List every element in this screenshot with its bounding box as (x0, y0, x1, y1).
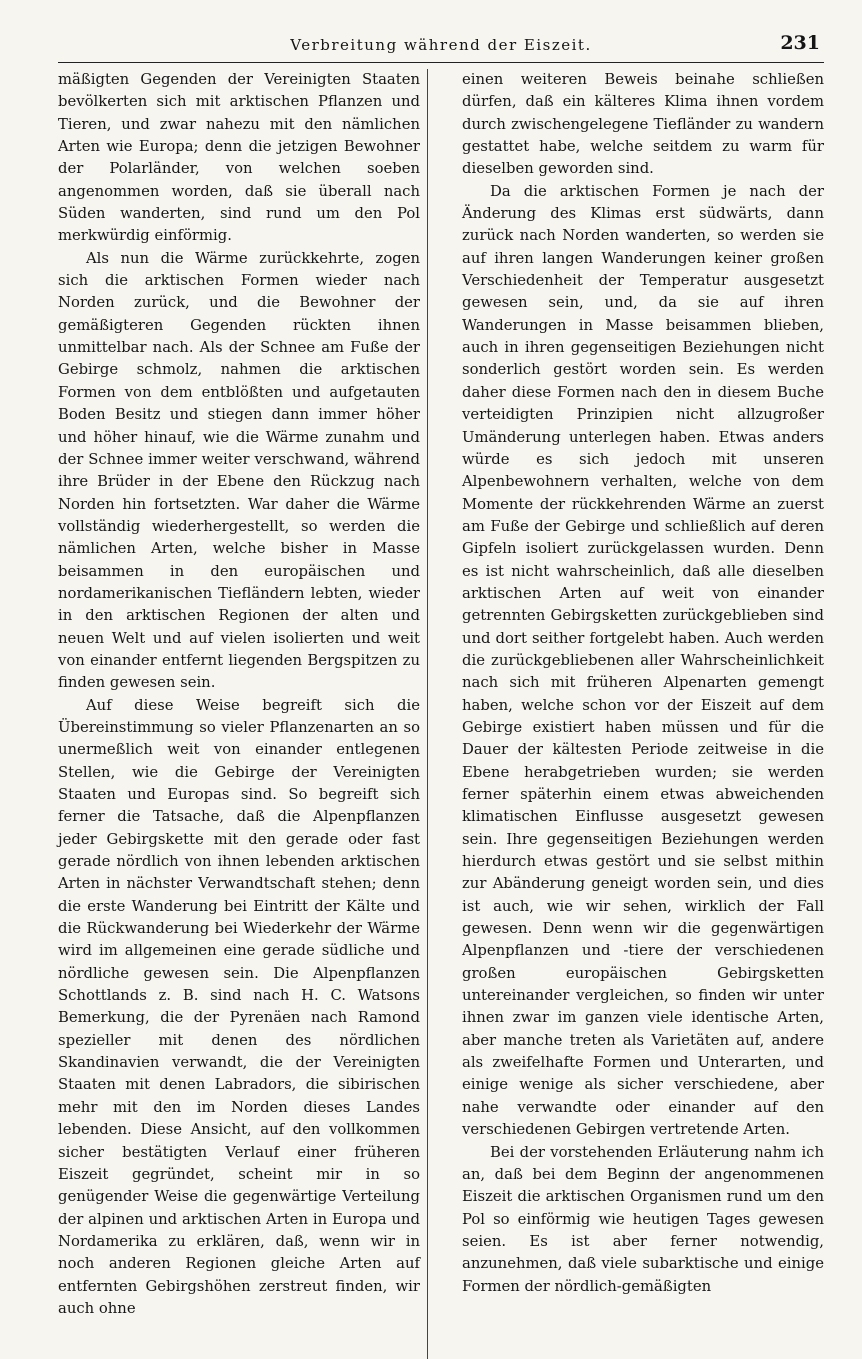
right-column (462, 69, 824, 1320)
paragraph: Auf diese Weise begreift sich die Übereinstimmung so vieler Pflanzenarten an so unermeßlich weit von einander entlegenen Stellen, wie die Gebirge der Vereinigten Staaten und Europas sind. So begreift sich ferner die Tatsache, daß die Alpenpflanzen jeder Gebirgskette mit den gerade oder fast gerade nördlich von ihnen lebenden arktischen Arten in nächster Verwandtschaft stehen; denn die erste Wanderung bei Eintritt der Kälte und die Rückwanderung bei Wiederkehr der Wärme wird im allgemeinen eine gerade südliche und nördliche gewesen sein. Die Alpenpflanzen Schottlands z. B. sind nach H. C. Watsons Bemerkung, die der Pyrenäen nach Ramond spezieller mit denen des nördlichen Skandinavien verwandt, die der Vereinigten Staaten mit denen Labradors, die sibirischen mehr mit den im Norden dieses Landes lebenden. Diese Ansicht, auf den vollkommen sicher bestätigten Verlauf einer früheren Eiszeit gegründet, scheint mir in so genügender Weise die gegenwärtige Verteilung der alpinen und arktischen Arten in Europa und Nordamerika zu erklären, daß, wenn wir in noch anderen Regionen gleiche Arten auf entfernten Gebirgshöhen zerstreut finden, wir auch ohne (58, 696, 420, 1317)
paragraph: Da die arktischen Formen je nach der Änderung des Klimas erst südwärts, dann zurück nach Norden wanderten, so werden sie auf ihren langen Wanderungen keiner großen Verschiedenheit der Temperatur ausgesetzt gewesen sein, und, da sie auf ihren Wanderungen in Masse beisammen blieben, auch in ihren gegenseitigen Beziehungen nicht sonderlich gestört worden sein. Es werden daher diese Formen nach den in diesem Buche verteidigten Prinzipien nicht allzugroßer Umänderung unterlegen haben. Etwas anders würde es sich jedoch mit unseren Alpenbewohnern verhalten, welche von dem Momente der rückkehrenden Wärme an zuerst am Fuße der Gebirge und schließlich auf deren Gipfeln isoliert zurückgelassen wurden. Denn es ist nicht wahrscheinlich, daß alle dieselben arktischen Arten auf weit von einander getrennten Gebirgsketten zurückgeblieben sind und dort seither fortgelebt haben. Auch werden die zurückgebliebenen aller Wahrscheinlichkeit nach sich mit früheren Alpenarten gemengt haben, welche schon vor der Eiszeit auf dem Gebirge existiert haben müssen und für die Dauer der kältesten Periode zeitweise in die Ebene herabgetrieben wurden; sie werden ferner späterhin einem etwas abweichenden klimatischen Einflusse ausgesetzt gewesen sein. Ihre gegenseitigen Beziehungen werden hierdurch etwas gestört und sie selbst mithin zur Abänderung geneigt worden sein, und dies ist auch, wie wir sehen, wirklich der Fall gewesen. Denn wenn wir die gegenwärtigen Alpenpflanzen und -tiere der verschiedenen großen europäischen Gebirgsketten untereinander vergleichen, so finden wir unter ihnen zwar im ganzen viele identische Arten, aber manche treten als Varietäten auf, andere als zweifelhafte Formen und Unterarten, und einige wenige als sicher verschiedene, aber nahe verwandte oder einander auf den verschiedenen Gebirgen vertretende Arten. (462, 182, 824, 1139)
paragraph: mäßigten Gegenden der Vereinigten Staaten bevölkerten sich mit arktischen Pflanzen und Tieren, und zwar nahezu mit den nämlichen Arten wie Europa; denn die jetzigen Bewohner der Polarländer, von welchen soeben angenommen worden, daß sie überall nach Süden wanderten, sind rund um den Pol merkwürdig einförmig. (58, 71, 420, 245)
left-column (58, 69, 420, 1320)
running-head: Verbreitung während der Eiszeit. (290, 36, 592, 54)
page-header (58, 28, 824, 63)
page-number: 231 (780, 32, 820, 54)
paragraph: Als nun die Wärme zurückkehrte, zogen sich die arktischen Formen wieder nach Norden zurück, und die Bewohner der gemäßigteren Gegenden rückten ihnen unmittelbar nach. Als der Schnee am Fuße der Gebirge schmolz, nahmen die arktischen Formen von dem entblößten und aufgetauten Boden Besitz und stiegen dann immer höher und höher hinauf, wie die Wärme zunahm und der Schnee immer weiter verschwand, während ihre Brüder in der Ebene den Rückzug nach Norden hin fortsetzten. War daher die Wärme vollständig wiederhergestellt, so werden die nämlichen Arten, welche bisher in Masse beisammen in den europäischen und nordamerikanischen Tiefländern lebten, wieder in den arktischen Regionen der alten und neuen Welt und auf vielen isolierten und weit von einander entfernt liegenden Bergspitzen zu finden gewesen sein. (58, 249, 420, 692)
paragraph: einen weiteren Beweis beinahe schließen dürfen, daß ein kälteres Klima ihnen vordem durch zwischengelegene Tiefländer zu wandern gestattet habe, welche seitdem zu warm für dieselben geworden sind. (462, 71, 824, 178)
column-divider (427, 69, 428, 1359)
text-columns (58, 69, 824, 1320)
paragraph: Bei der vorstehenden Erläuterung nahm ich an, daß bei dem Beginn der angenommenen Eiszeit die arktischen Organismen rund um den Pol so einförmig wie heutigen Tages gewesen seien. Es ist aber ferner notwendig, anzunehmen, daß viele subarktische und einige Formen der nördlich-gemäßigten (462, 1143, 824, 1295)
